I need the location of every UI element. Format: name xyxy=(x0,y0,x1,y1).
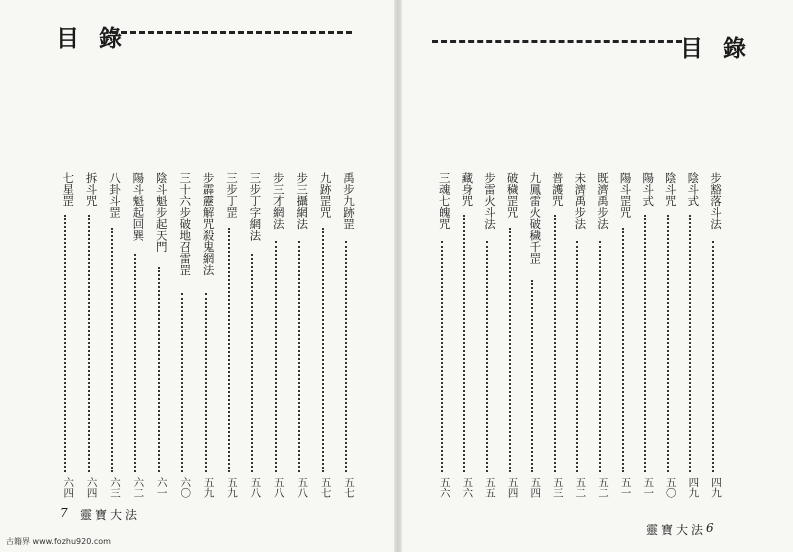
entry-page-number: 五九 xyxy=(226,477,238,498)
entry-page-number: 六四 xyxy=(62,477,75,498)
leader-dots xyxy=(622,228,624,472)
site-watermark: 古籍界 www.fozhu920.com xyxy=(6,537,111,546)
entry-page-number: 五五 xyxy=(484,477,496,498)
entry-page-number: 五二 xyxy=(574,477,587,498)
entry-title: 未濟禹步法 xyxy=(573,172,588,230)
left-toc-entry xyxy=(220,172,238,507)
leader-dots xyxy=(181,293,183,472)
entry-page-number: 五〇 xyxy=(664,477,677,498)
entry-title: 普護咒 xyxy=(550,172,565,207)
entry-page-number: 五一 xyxy=(619,477,632,498)
left-heading-rule xyxy=(112,31,352,34)
entry-page-number: 五八 xyxy=(249,477,262,498)
entry-title: 禹步九跡罡 xyxy=(342,172,356,230)
entry-page-number: 五六 xyxy=(461,477,474,498)
entry-page-number: 五四 xyxy=(506,477,519,498)
entry-title: 三步丁罡 xyxy=(225,172,239,218)
leader-dots xyxy=(111,228,113,472)
right-toc-entry xyxy=(568,172,586,507)
leader-dots xyxy=(531,280,533,472)
leader-dots xyxy=(228,228,230,472)
left-toc-entry xyxy=(173,172,191,507)
leader-dots xyxy=(644,215,646,472)
right-toc-entry xyxy=(591,172,609,507)
leader-dots xyxy=(275,241,277,472)
right-toc-entry xyxy=(704,172,722,507)
left-toc-entry xyxy=(126,172,144,507)
leader-dots xyxy=(576,241,578,472)
right-toc-entry xyxy=(433,172,451,507)
left-toc-entry xyxy=(56,172,74,507)
entry-page-number: 五一 xyxy=(642,477,655,498)
entry-page-number: 五三 xyxy=(551,477,564,498)
entry-page-number: 五六 xyxy=(438,477,451,498)
right-toc-entry xyxy=(455,172,473,507)
entry-title: 拆斗咒 xyxy=(84,172,99,207)
entry-title: 陽斗式 xyxy=(641,172,656,207)
leader-dots xyxy=(509,228,511,472)
entry-title: 三十六步破地召雷罡 xyxy=(178,172,193,276)
entry-title: 步霹靂解咒殺鬼網法 xyxy=(201,172,216,276)
right-toc-heading: 目 錄 xyxy=(680,35,753,62)
left-toc-entry xyxy=(80,172,98,507)
entry-title: 三步丁字網法 xyxy=(248,172,263,241)
leader-dots xyxy=(712,241,714,472)
leader-dots xyxy=(134,254,136,472)
entry-page-number: 四九 xyxy=(687,477,700,498)
left-toc-entry xyxy=(267,172,285,507)
leader-dots xyxy=(345,241,347,472)
entry-title: 藏身咒 xyxy=(460,172,475,207)
right-toc-entry xyxy=(614,172,632,507)
leader-dots xyxy=(599,241,601,472)
leader-dots xyxy=(205,293,207,472)
leader-dots xyxy=(554,215,556,472)
entry-title: 七星罡 xyxy=(61,172,76,207)
entry-title: 破穢罡咒 xyxy=(505,172,520,218)
leader-dots xyxy=(463,215,465,472)
left-toc-entry xyxy=(103,172,121,507)
entry-page-number: 六四 xyxy=(85,477,98,498)
entry-title: 八卦斗罡 xyxy=(108,172,122,218)
entry-title: 既濟禹步法 xyxy=(596,172,610,230)
leader-dots xyxy=(667,215,669,472)
leader-dots xyxy=(158,267,160,472)
left-toc-entry xyxy=(337,172,355,507)
leader-dots xyxy=(441,241,443,472)
entry-title: 陽斗罡咒 xyxy=(618,172,633,218)
left-toc-heading: 目 錄 xyxy=(56,25,129,52)
right-toc-entry xyxy=(681,172,699,507)
right-heading-rule xyxy=(432,40,682,43)
entry-title: 陽斗魁起回巽 xyxy=(131,172,146,241)
leader-dots xyxy=(322,228,324,472)
right-page-number: 6 xyxy=(706,521,714,535)
leader-dots xyxy=(298,241,300,472)
left-toc-entry xyxy=(314,172,332,507)
entry-page-number: 五二 xyxy=(597,477,609,498)
entry-page-number: 六二 xyxy=(132,477,145,498)
leader-dots xyxy=(486,241,488,472)
left-page-number: 7 xyxy=(60,506,68,520)
entry-page-number: 五七 xyxy=(343,477,355,498)
right-running-title: 靈寶大法 xyxy=(646,523,707,537)
left-running-title: 靈寶大法 xyxy=(80,508,141,522)
entry-title: 步三才網法 xyxy=(271,172,286,230)
leader-dots xyxy=(88,215,90,472)
right-toc-entry xyxy=(501,172,519,507)
right-toc-entry xyxy=(523,172,541,507)
entry-page-number: 六三 xyxy=(109,477,121,498)
entry-title: 九鳳雷火破穢千罡 xyxy=(528,172,543,264)
entry-page-number: 五八 xyxy=(272,477,285,498)
entry-title: 陰斗咒 xyxy=(663,172,678,207)
entry-page-number: 五九 xyxy=(202,477,215,498)
entry-page-number: 五八 xyxy=(296,477,309,498)
right-toc-entry xyxy=(659,172,677,507)
leader-dots xyxy=(64,215,66,472)
entry-title: 步三攝網法 xyxy=(295,172,310,230)
entry-title: 陰斗魁步起天門 xyxy=(154,172,169,253)
left-toc-entry xyxy=(150,172,168,507)
left-toc-entry xyxy=(243,172,261,507)
book-gutter xyxy=(394,0,402,552)
entry-page-number: 四九 xyxy=(710,477,722,498)
entry-page-number: 五四 xyxy=(529,477,542,498)
right-toc-entry xyxy=(636,172,654,507)
leader-dots xyxy=(689,215,691,472)
entry-page-number: 六〇 xyxy=(179,477,192,498)
entry-title: 步豁落斗法 xyxy=(709,172,723,230)
entry-title: 步雷火斗法 xyxy=(483,172,497,230)
entry-page-number: 五七 xyxy=(319,477,332,498)
leader-dots xyxy=(251,254,253,472)
left-toc-entry xyxy=(197,172,215,507)
entry-title: 陰斗式 xyxy=(686,172,701,207)
entry-title: 九跡罡咒 xyxy=(318,172,333,218)
entry-title: 三魂七魄咒 xyxy=(437,172,452,230)
left-toc-entry xyxy=(290,172,308,507)
entry-page-number: 六一 xyxy=(155,477,168,498)
right-toc-entry xyxy=(546,172,564,507)
right-toc-entry xyxy=(478,172,496,507)
